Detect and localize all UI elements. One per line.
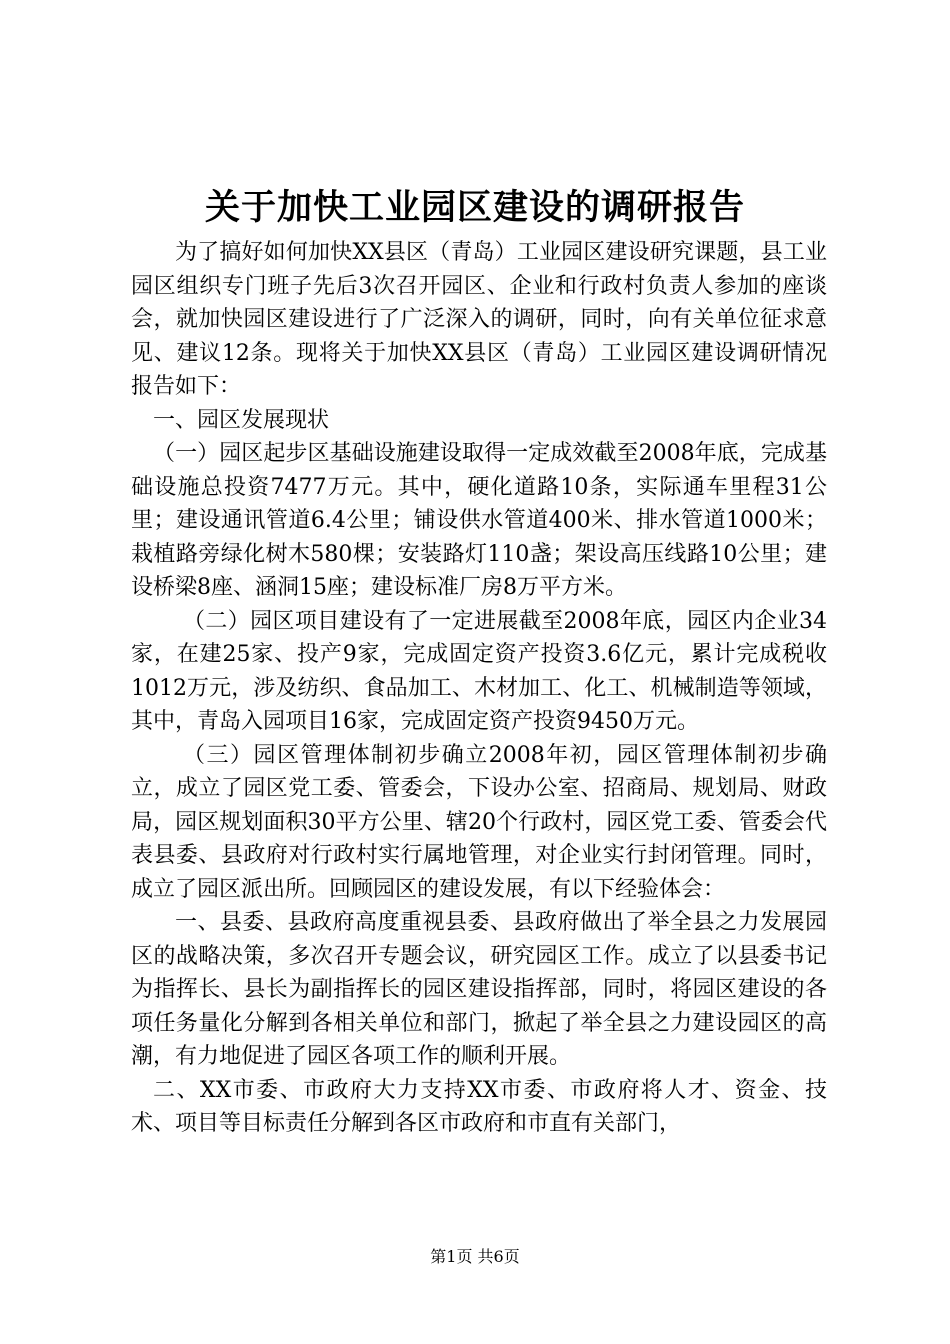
intro-paragraph: 为了搞好如何加快XX县区（青岛）工业园区建设研究课题，县工业园区组织专门班子先后3次召开园区、企业和行政村负责人参加的座谈会，就加快园区建设进行了广泛深入的调研，同时，向有关单位征求意见、建议12条。现将关于加快XX县区（青岛）工业园区建设调研情况报告如下： — [131, 240, 827, 399]
experience-two: 二、XX市委、市政府大力支持XX市委、市政府将人才、资金、技术、项目等目标责任分解到各区市政府和市直有关部门， — [131, 1077, 827, 1136]
section-heading-status: 一、园区发展现状 — [153, 407, 330, 433]
experience-one: 一、县委、县政府高度重视县委、县政府做出了举全县之力发展园区的战略决策，多次召开专题会议，研究园区工作。成立了以县委书记为指挥长、县长为副指挥长的园区建设指挥部，同时，将园区建设的各项任务量化分解到各相关单位和部门，掀起了举全县之力建设园区的高潮，有力地促进了园区各项工作的顺利开展。 — [131, 910, 827, 1069]
page-number-footer: 第1页 共6页 — [430, 1247, 520, 1266]
subsection-projects: （二）园区项目建设有了一定进展截至2008年底，园区内企业34家，在建25家、投产9家，完成固定资产投资3.6亿元，累计完成税收1012万元，涉及纺织、食品加工、木材加工、化工、机械制造等领域，其中，青岛入园项目16家，完成固定资产投资9450万元。 — [131, 608, 827, 734]
document-body — [131, 236, 827, 1141]
subsection-infrastructure: （一）园区起步区基础设施建设取得一定成效截至2008年底，完成基础设施总投资7477万元。其中，硬化道路10条，实际通车里程31公里；建设通讯管道6.4公里；铺设供水管道400米、排水管道1000米；栽植路旁绿化树木580棵；安装路灯110盏；架设高压线路10公里；建设桥梁8座、涵洞15座；建设标准厂房8万平方米。 — [131, 441, 827, 600]
subsection-management: （三）园区管理体制初步确立2008年初，园区管理体制初步确立，成立了园区党工委、管委会，下设办公室、招商局、规划局、财政局，园区规划面积30平方公里、辖20个行政村，园区党工委、管委会代表县委、县政府对行政村实行属地管理，对企业实行封闭管理。同时，成立了园区派出所。回顾园区的建设发展，有以下经验体会： — [131, 742, 827, 902]
document-title: 关于加快工业园区建设的调研报告 — [204, 187, 745, 228]
